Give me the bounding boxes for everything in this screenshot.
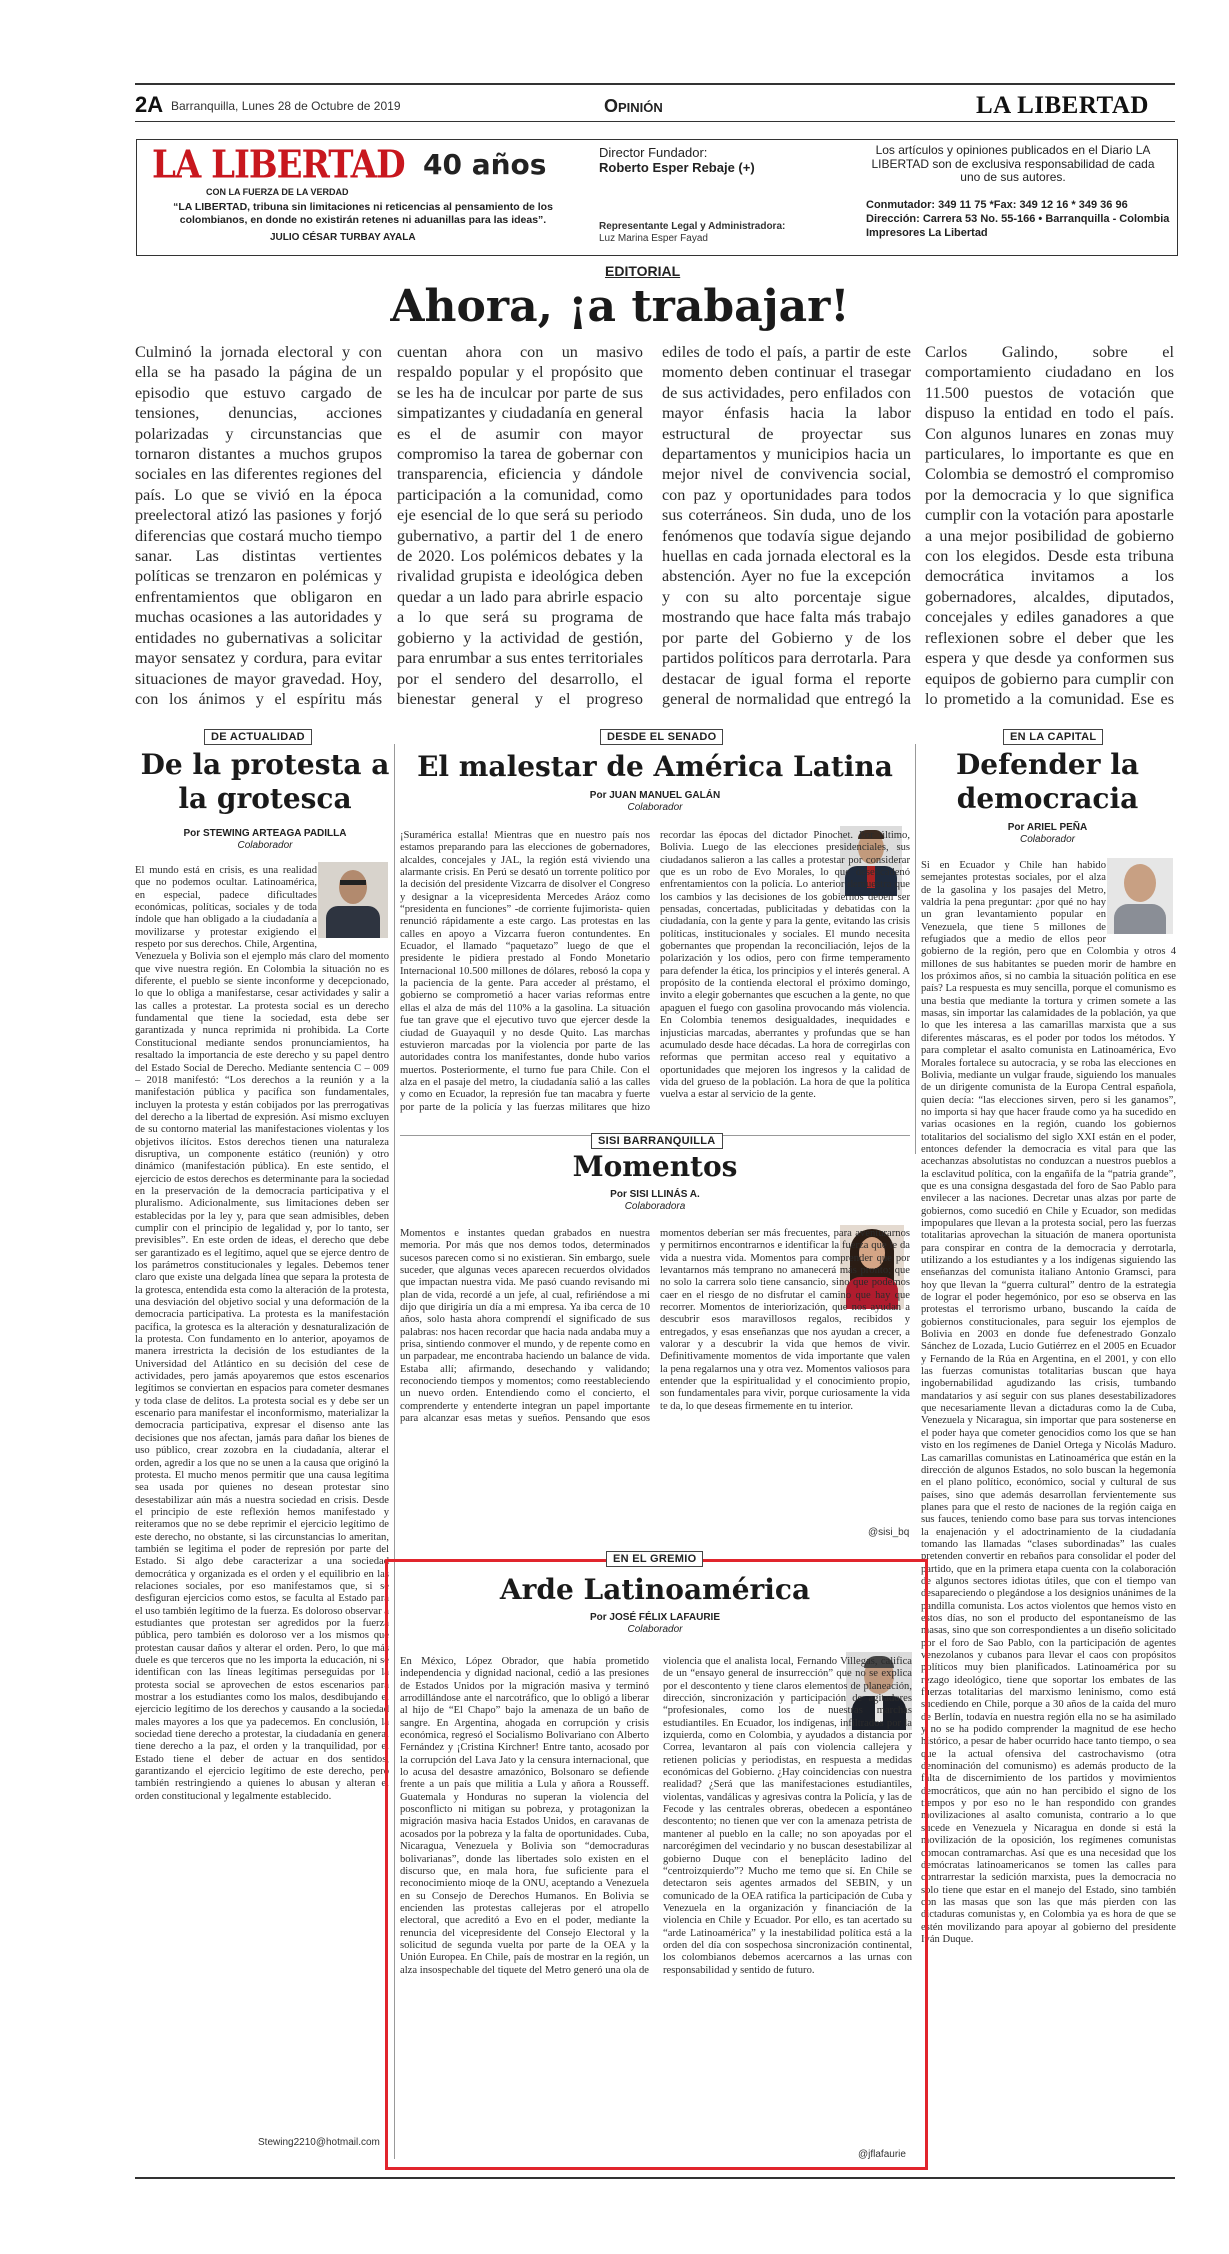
author-role: Colaborador: [627, 1624, 683, 1635]
article-title-protesta: De la protesta a la grotesca: [140, 748, 390, 815]
page-number: 2A: [135, 92, 164, 117]
byline-galan: [400, 790, 910, 814]
author-role: Colaborador: [1019, 834, 1076, 845]
byline-pena: [919, 822, 1176, 846]
section-name: Opinión: [604, 96, 663, 116]
founder-name: Roberto Esper Rebaje (+): [599, 160, 755, 175]
logo: LA LIBERTAD: [152, 143, 405, 188]
dateline: Barranquilla, Lunes 28 de Octubre de 2019: [171, 99, 401, 113]
address: Dirección: Carrera 53 No. 55-166 • Barranquilla - Colombia: [866, 213, 1170, 225]
legal-label: Representante Legal y Administradora:: [599, 221, 786, 232]
section-tag-actualidad: DE ACTUALIDAD: [204, 729, 312, 745]
editorial-label: EDITORIAL: [605, 263, 681, 279]
article-body-momentos: Momentos e instantes quedan grabados en nuestra memoria. Por más que nos demos todos, determinados sucesos parecen como si no existieran. Sin embargo, suele suceder, que algunas veces aparecen recuerdos olvidados que impactan nuestra vida. Me pasó cuando revisando mi plan de vida, recordé a un jefe, al cual, refiriéndose a mi dijo que dirigiría un día a mi empresa. Ya iba cerca de 10 años, solo hasta ahora comprendí el significado de sus palabras: nos hacen recordar que hacia nada andaba muy a prisa, sintiendo conmover el mundo, y de repente como en un parpadear, me encontraba haciendo un balance de vida. Estaba allí; afirmando, desechando y validando; reconociendo tiempos y momentos; como reestableciendo un nuevo orden. Entendiendo como el concierto, el comprenderte y entenderte integran un papel importante para alcanzar esas metas y sueños. Pensando que esos momentos deberían ser más frecuentes, para aventurarnos y permitirnos encontrarnos e identificar la fuerza que le da vida a nuestra vida. Momentos para comprender que por levantarnos más temprano no amanecerá más pronto; que no solo la carrera solo tiene cansancio, sino que podemos caer en el riesgo de no disfrutar el camino que hay que recorrer. Momentos de interiorización, que nos ayudan a descubrir esos maravillosos regalos, recibidos y entregados, y esas enseñanzas que nos ayudan a crecer, a valorar y a descubrir la vida que hemos de vivir. Definitivamente momentos de vida importante que valen la pena regalarnos una y otra vez. Momentos valiosos para entender que la espiritualidad y el conocimiento propio, son fundamentales para vivir, porque curiosamente la vida te da, lo que deseas firmemente en tu interior.: [400, 1228, 910, 1425]
slogan: CON LA FUERZA DE LA VERDAD: [206, 187, 349, 197]
editorial-col-3: ediles de todo el país, a partir de este momento deben continuar el trasegar de sus actividades, pero enfilados con mayor énfasis hacia la labor estructural de proyectar sus departamentos y municipios hacia un mejor nivel de convivencia social, con paz y oportunidades para todos sus coterráneos. Sin duda, uno de los fenómenos que todavía sigue dejando huellas en cada jornada electoral es la abstención. Ayer no fue la excepción y con su alto porcentaje sigue mostrando que hace falta más trabajo por parte del Gobierno y de los partidos políticos para derrotarla. Para destacar de igual forma el reporte general de normalidad que entregó la: [662, 343, 911, 708]
section-tag-gremio: EN EL GREMIO: [606, 1551, 703, 1567]
section-tag-capital: EN LA CAPITAL: [1003, 729, 1103, 745]
article-body-malestar: ¡Suramérica estalla! Mientras que en nuestro país nos estamos preparando para las elecciones de gobernadores, alcaldes, concejales y JAL, la región está viviendo una alarmante crisis. En Perú se desató un torrente político por la decisión del presidente Vizcarra de disolver el Congreso y designar a la vicepresidenta Mercedes Aráoz como “presidenta en funciones” -de corriente fujimorista- quien renunció rápidamente a este cargo. Las protestas en las calles en apoyo a Vizcarra fueron contundentes. En Ecuador, el llamado “paquetazo” luego de que el presidente le pidiera prestado al Fondo Monetario Internacional 10.500 millones de dólares, rebosó la copa y la paciencia de la gente. Para acceder al préstamo, el gobierno se comprometió a hacer varias reformas entre ellas el alza de más del 110% a la gasolina. La situación fue tan grave que el ejecutivo tuvo que ejercer desde la ciudad de Guayaquil y no desde Quito. Las marchas estuvieron marcadas por la violencia por parte de las autoridades contra los manifestantes, donde hubo varios muertos. Posteriormente, el turno fue para Chile. Con el alza en el pasaje del metro, la ciudadanía salió a las calles y como en Ecuador, la represión fue tan macabra y fuerte por parte de la policía y las fuerzas militares que hizo recordar las épocas del dictador Pinochet. Por último, Bolivia. Luego de las elecciones presidenciales, sus ciudadanos salieron a las calles a protestar por considerar que es un robo de Evo Morales, lo que desencadenó enfrentamientos con la policía. Lo anterior demuestra que los cambios y las decisiones de los gobiernos deben ser pensadas, concertadas, publicitadas y debatidas con la ciudadanía, con la gente y para la gente, evitando las crisis políticas, institucionales y sociales. El mundo necesita gobernantes que propendan la reconciliación, lejos de la polarización y los odios, pero con firme temperamento para defender la ética, los principios y el interés general. A propósito de la contienda electoral el próximo domingo, invito a elegir gobernantes que escuchen a la gente, no que apaguen el fuego con gasolina provocando más violencia. En Colombia tenemos desigualdades, inequidades e injusticias marcadas, aberrantes y profundas que se han acumulado desde hace décadas. La hora de corregirlas con reformas que permitan acceso real y equitativo a oportunidades que mejoren los ingresos y la calidad de vida del grueso de la población. La hora de que la política vuelva a estar al servicio de la gente.: [400, 830, 910, 1113]
anniversary: 40 años: [423, 148, 547, 181]
article-title-momentos: Momentos: [572, 1150, 738, 1183]
byline-arteaga: [140, 828, 390, 852]
editorial-col-2: cuentan ahora con un masivo respaldo popular y el propósito que se les ha de inculcar por parte de sus simpatizantes y ciudadanía en general es el de asumir con mayor compromiso la tarea de gobernar con transparencia, eficiencia y dándole participación a la comunidad, como eje esencial de lo que será su periodo gubernativo, a partir del 1 de enero de 2020. Los polémicos debates y la rivalidad grupista e ideológica deben quedar a un lado para abrirle espacio a lo que será su programa de gobierno y la actividad de gestión, para enrumbar a sus entes territoriales por el sendero del desarrollo, el bienestar general y el progreso: [397, 343, 643, 708]
author-name: Por STEWING ARTEAGA PADILLA: [183, 828, 347, 839]
byline-llinas: [400, 1189, 910, 1213]
editorial-col-1: Culminó la jornada electoral y con ella se ha pasado la página de un episodio que estuvo cargado de tensiones, denuncias, acciones polarizadas y circunstancias que tornaron distantes a muchos grupos sociales en las diferentes regiones del país. Lo que se vivió en la época preelectoral atizó las pasiones y forjó diferencias que costará mucho tiempo sanar. Las distintas vertientes políticas se trenzaron en polémicas y enfrentamientos que obligaron en muchas ocasiones a las autoridades y entidades no gubernativas a solicitar mayor sensatez y cordura, para evitar situaciones de mayor gravedad. Hoy, con los ánimos y el espíritu más: [135, 343, 382, 708]
section-tag-senado: DESDE EL SENADO: [600, 729, 723, 745]
paper-name: LA LIBERTAD: [976, 92, 1149, 119]
founder-quote: “LA LIBERTAD, tribuna sin limitaciones ni reticencias al pensamiento de los colombianos, en donde no existirán retenes ni aduanillas para las ideas”.: [173, 201, 553, 226]
section-tag-sisi: SISI BARRANQUILLA: [591, 1133, 723, 1149]
founder-label: Director Fundador:: [599, 145, 708, 160]
printer: Impresores La Libertad: [866, 227, 988, 239]
author-email: Stewing2210@hotmail.com: [258, 2137, 380, 2148]
article-body-protesta: El mundo está en crisis, es una realidad que no podemos ocultar. Latinoamérica, en especial, padece dificultades económicas, políticas, sociales y de toda índole que han obligado a la ciudadanía a movilizarse y protestar exigiendo el respeto por sus derechos. Chile, Argentina, Venezuela y Bolivia son el ejemplo más claro del momento que vive nuestra región. En Colombia la situación no es diferente, el pueblo se siente inconforme y decepcionado, lo que lo obliga a manifestarse, cesar actividades y salir a las calles a protestar. La protesta social es un derecho fundamental que tiene la sociedad, esta debe ser garantizada y nunca reprimida ni prohibida. La Corte Constitucional mediante sendos pronunciamientos, ha resaltado la importancia de este derecho y su papel dentro del Estado Social de Derecho. Mediante sentencia C – 009 – 2018 manifestó: “Los derechos a la reunión y a la manifestación pública y pacífica son fundamentales, incluyen la protesta y están cobijados por las prerrogativas del derecho a la libertad de expresión. Así mismo excluyen de su contorno material las manifestaciones violentas y los objetivos ilícitos. Estos derechos tienen una naturaleza disruptiva, un componente estático (reunión) y otro dinámico (manifestación pública). En este sentido, el ejercicio de estos derechos es determinante para la sociedad en la preservación de la democracia participativa y el pluralismo. Adicionalmente, sus limitaciones deben ser establecidas por la ley y, para que sean admisibles, deben cumplir con el principio de legalidad y, por lo tanto, ser previsibles”. En este orden de ideas, el derecho que debe ser garantizado es el legítimo, aquel que se ejerce dentro de los parámetros constitucionales y legales. Debemos tener claro que existe una delgada línea que separa la protesta de la grotesca, entendida esta como la alteración de la protesta, una desviación del objetivo social y una deformación de la democracia participativa. La protesta es la manifestación pacífica, la grotesca es la alteración y desnaturalización de la protesta. Con fundamento en lo anterior, apoyamos de manera irrestricta la decisión de los estudiantes de la Universidad del Atlántico en su decisión del cese de actividades, pero jamás apoyaremos que estos escenarios legítimos se conviertan en espacios para cometer desmanes y toda clase de delitos. La protesta social es y debe ser un escenario para manifestar el inconformismo, materializar la democracia participativa, expresar el disenso ante las decisiones que nos afectan, jamás para dañar los bienes de uso público, crear zozobra en la ciudadanía, alterar el orden, agredir a los que no se unen a la causa que originó la protesta. El mucho menos permitir que una causa legítima sea usada por quienes no desean protestar sino desestabilizar aún más a nuestra sociedad en crisis. Desde el principio de este reflexión hemos manifestado y reiteramos que no se debe reprimir el ejercicio legítimo de este derecho, no obstante, si las circunstancias lo ameritan, también se legitima el poder de represión por parte del Estado. Si algo debe caracterizar a una sociedad democrática y organizada es el orden y el equilibrio en las relaciones sociales, por eso manifestamos que, si se desfiguran ejercicios como estos, se faculta al Estado para el uso también legítimo de la fuerza. Es doloroso observar a estudiantes que protestan ser agredidos por la fuerza pública, pero también es doloroso ver a los mismos que protestan causar daños y alterar el orden. Pero, lo que más duele es que terceros que no les importa la educación, ni se identifican con las líneas legítimas perseguidas por la protesta social se aprovechen de estos escenarios para mostrar a los estudiantes como los malos, desdibujando el ejercicio legítimo de los derechos y causando a la sociedad males mayores a los que ya padecemos. En conclusión, la sociedad tiene derecho a protestar, la ciudadanía en general tiene derecho a la paz, el orden y la tranquilidad, por el Estado tiene el deber de actuar en dos sentidos, garantizando el ejercicio legítimo de este derecho, pero también restringiendo a quienes lo abusan y alteran el orden constitucional y legalmente establecido.: [135, 865, 389, 1802]
article-title-arde: Arde Latinoamérica: [499, 1573, 811, 1606]
article-body-democracia: Si en Ecuador y Chile han habido semejantes protestas sociales, por el alza de la gasolina y los pasajes del Metro, valdría la pena preguntar: ¿por qué no hay un gran levantamiento popular en Venezuela, que tiene 5 millones de refugiados que a medio de ellos peor gobierno de la región, pero que en Colombia y otros 4 millones de sus habitantes se pueden morir de hambre en los próximos años, si no cambia la situación política en ese país? La respuesta es muy sencilla, porque el comunismo es una bestia que mediante la tortura y crimen somete a las masas, sin importar las calamidades de la población, ya que lo que les interesa a las camarillas marxista que a sus diferentes máscaras, es el poder por todos los métodos. Y para completar el asalto comunista en Latinoamérica, Evo Morales fortalece su autocracia, y se roba las elecciones en Bolivia, mediante un vulgar fraude, siguiendo los manuales de un dirigente comunista de la Europa Central española, quien decía: “las elecciones sirven, pero si les ganamos”, no importa si hay que hacer fraude como ya ha sucedido en varias ocasiones en la región, cuando los gobiernos totalitarios del socialismo del siglo XXI están en el poder, entonces defender la democracia es vital para que las acechanzas absolutistas no conduzcan a nuestros pueblos a la esclavitud política, con la engañifa de la “patria grande”, que es una consigna desgastada del foro de Sao Pablo para envilecer a las naciones. Decretar unas alzas por parte de gobiernos, como sucedió en Chile y Ecuador, son medidas impopulares que llevan a la protesta social, pero las fuerzas totalitarias aprovechan la situación de manera oportunista para conspirar en contra de la democracia y derrotarla, utilizando a los estudiantes y a los indígenas siguiendo las enseñanzas del comunista italiano Antonio Gramsci, para hoy que llevan la “guerra cultural” dentro de la estrategia de lograr el poder hegemónico, por eso se observa en las protestas el terrorismo urbano, buscando la caída de gobiernos constitucionales, para seguir los ejemplos de Bolivia en 2003 en donde fue defenestrado Gonzalo Sánchez de Lozada, Lucio Gutiérrez en el 2005 en Ecuador y Fernando de la Rúa en Argentina, en el 2001, y con ello las fuerzas comunistas totalitarias buscan que haya ingobernabilidad agudizando las crisis, tumbando mandatarios y así seguir con sus planes desestabilizadores que necesariamente llevan a dictaduras como la de Cuba, Venezuela y Nicaragua, sin importar que para sostenerse en el poder haya que cometer genocidios como los que se han visto en los regímenes de Daniel Ortega y Nicolás Maduro. Las camarillas comunistas en Latinoamérica que están en la dirección de algunos Estados, no solo buscan la hegemonía en el plano político, económico, social y cultural de sus países, sino que además desarrollan fervientemente sus planes para que el resto de naciones de la región caiga en sus fauces, teniendo como base para sus torvas intenciones la enajenación y el adoctrinamiento de la ciudadanía tomando las llamadas “clases subordinadas” las cuales pretenden convertir en rebaños para consolidar el poder del partido, que en la primera etapa cuenta con la colaboración de algunos sectores idiotas útiles, que con el tiempo van desapareciendo o plegándose a los designios unánimes de la pandilla comunista. Los actos violentos que hemos visto en estos días, no son el producto del espontaneísmo de las masas, sino que son correspondientes a un diseño solicitado por el foro de Sao Pablo, con la participación de agentes venezolanos y cubanos para llevar el caos con propósitos políticos muy bien planificados. Latinoamérica por su rezago ideológico, tiene que soportar los embates de las fuerzas totalitarias del marxismo leninismo, como está sucediendo en Chile, porque a 30 años de la caída del muro de Berlín, todavía en nuestra región ella no se ha asimilado y no se ha podido comprender la magnitud de ese hecho histórico, a pesar de haber ocurrido hace tanto tiempo, o sea que la actual ofensiva del castrochavismo (otra denominación del comunismo) es además producto de la falta de discernimiento de los partidos y movimientos democráticos, que aún no han percibido el signo de los tiempos y por eso no le han respondido con grandes movilizaciones al asalto comunista, contrario a lo que sucede en Venezuela y Nicaragua en donde si está la movilización de la oposición, los regímenes comunistas comocan contramarchas. Así que es una necesidad que los demócratas latinoamericanos se tomen las calles para contrarrestar la sedición marxista, pues la democracia no solo tiene que estar en el manejo del Estado, sino también con las masas que son las que más pierden con las dictaduras comunistas y, en Colombia ya es hora de que se estén movilizando para apoyar al gobierno del presidente Iván Duque.: [921, 860, 1176, 1945]
author-handle: @sisi_bq: [868, 1527, 910, 1538]
author-role: Colaborador: [627, 802, 683, 813]
author-name: Por JOSÉ FÉLIX LAFAURIE: [589, 1612, 721, 1623]
legal-name: Luz Marina Esper Fayad: [599, 233, 708, 244]
editorial-title: Ahora, ¡a trabajar!: [390, 281, 850, 332]
editorial-col-4: Carlos Galindo, sobre el comportamiento ciudadano en los 11.500 puestos de votación que dispuso la entidad en todo el país. Con algunos lunares en zonas muy particulares, lo importante es que en Colombia se demostró el compromiso por la democracia y lo que significa cumplir con la votación para apostarle a una mejor posibilidad de gobierno con los elegidos. Desde esta tribuna democrática invitamos a los gobernadores, alcaldes, diputados, concejales y ediles ganadores a que reflexionen sobre el deber que les espera y que desde ya conformen sus equipos de gobierno para cumplir con lo prometido a la comunidad. Ese es: [925, 343, 1174, 708]
author-name: Por JUAN MANUEL GALÁN: [589, 790, 721, 801]
phones: Conmutador: 349 11 75 *Fax: 349 12 16 * 349 36 96: [866, 199, 1128, 211]
author-handle: @jflafaurie: [858, 2149, 906, 2160]
byline-lafaurie: [400, 1612, 910, 1636]
author-role: Colaboradora: [624, 1201, 686, 1212]
quote-author: JULIO CÉSAR TURBAY AYALA: [270, 232, 416, 243]
article-title-democracia: Defender la democracia: [956, 748, 1139, 815]
author-name: Por SISI LLINÁS A.: [610, 1189, 700, 1200]
author-name: Por ARIEL PEÑA: [1007, 822, 1088, 833]
disclaimer: Los artículos y opiniones publicados en el Diario LA LIBERTAD son de exclusiva responsabilidad de cada uno de sus autores.: [871, 143, 1155, 184]
article-title-malestar: El malestar de América Latina: [417, 750, 893, 783]
article-body-arde: En México, López Obrador, que había prometido independencia y dignidad nacional, cedió a las presiones de Estados Unidos por la migración masiva y terminó arrodillándose ante el narcotráfico, que lo obligó a liberar al hijo de “El Chapo” bajo la amenaza de un baño de sangre. En Argentina, ahogada en corrupción y crisis económica, regresó el Socialismo Bolivariano con Alberto Fernández y ¡Cristina Kirchner! Entre tanto, acosado por la corrupción del Lava Jato y la censura internacional, que lo acusa del desastre amazónico, Bolsonaro se defiende frente a un país que militia a Lula y añora a Rousseff. Guatemala y Honduras no superan la violencia del posconflicto ni mitigan su pobreza, y protagonizan la migración masiva hacia Estados Unidos, en caravanas de acosados por la pobreza y la falta de oportunidades. Cuba, Nicaragua, Venezuela y Bolivia son “democraduras bolivarianas”, donde las libertades solo existen en el discurso que, en mala hora, fue suficiente para el reconocimiento mioqe de la ONU, aceptando a Venezuela en su Consejo de Derechos Humanos. En Bolivia se encienden las protestas callejeras por el atropello electoral, que acreditó a Evo en el poder, mediante la renuncia del vicepresidente del Consejo Electoral y la solicitud de segunda vuelta por parte de la OEA y la Unión Europea. En Chile, país de mostrar en la región, un alza insospechable del tiquete del Metro generó una ola de violencia que el analista local, Fernando Villegas, califica de un “ensayo general de insurrección” que no se explica por el descontento y tiene claros elementos de planeación, dirección, sincronización y participación de agitadores “profesionales, como los de nuestras marchas estudiantiles. En Ecuador, los indígenas, infiltrados por la izquierda, como en Colombia, y ayudados a distancia por Correa, levantaron al país con violencia callejera y retienen policías y periodistas, en respuesta a medidas económicas del Gobierno. ¿Hay coincidencias con nuestra realidad? ¿Será que las manifestaciones estudiantiles, violentas, vandálicas y agresivas contra la Policía, y las de Fecode y las centrales obreras, obedecen a espontáneo descontento; no tienen que ver con la amenaza petrista de mantener al pueblo en la calle; no son apoyadas por el narcorégimen del vecindario y no buscan desestabilizar al gobierno Duque con el beneplácito ladino del “centroizquierdo”? Mucho me temo que sí. En Chile se detectaron seis agentes armados del SEBIN, y un comunicado de la OEA ratifica la participación de Cuba y Venezuela en la organización y financiación de la violencia en Chile y Ecuador. Por ello, es tan acertado su “arde Latinoamérica” y la inestabilidad política está a la orden del día con sospechosa sincronización continental, los colombianos debemos acercarnos a las urnas con responsabilidad y sentido de futuro.: [400, 1656, 912, 1976]
author-role: Colaborador: [237, 840, 293, 851]
